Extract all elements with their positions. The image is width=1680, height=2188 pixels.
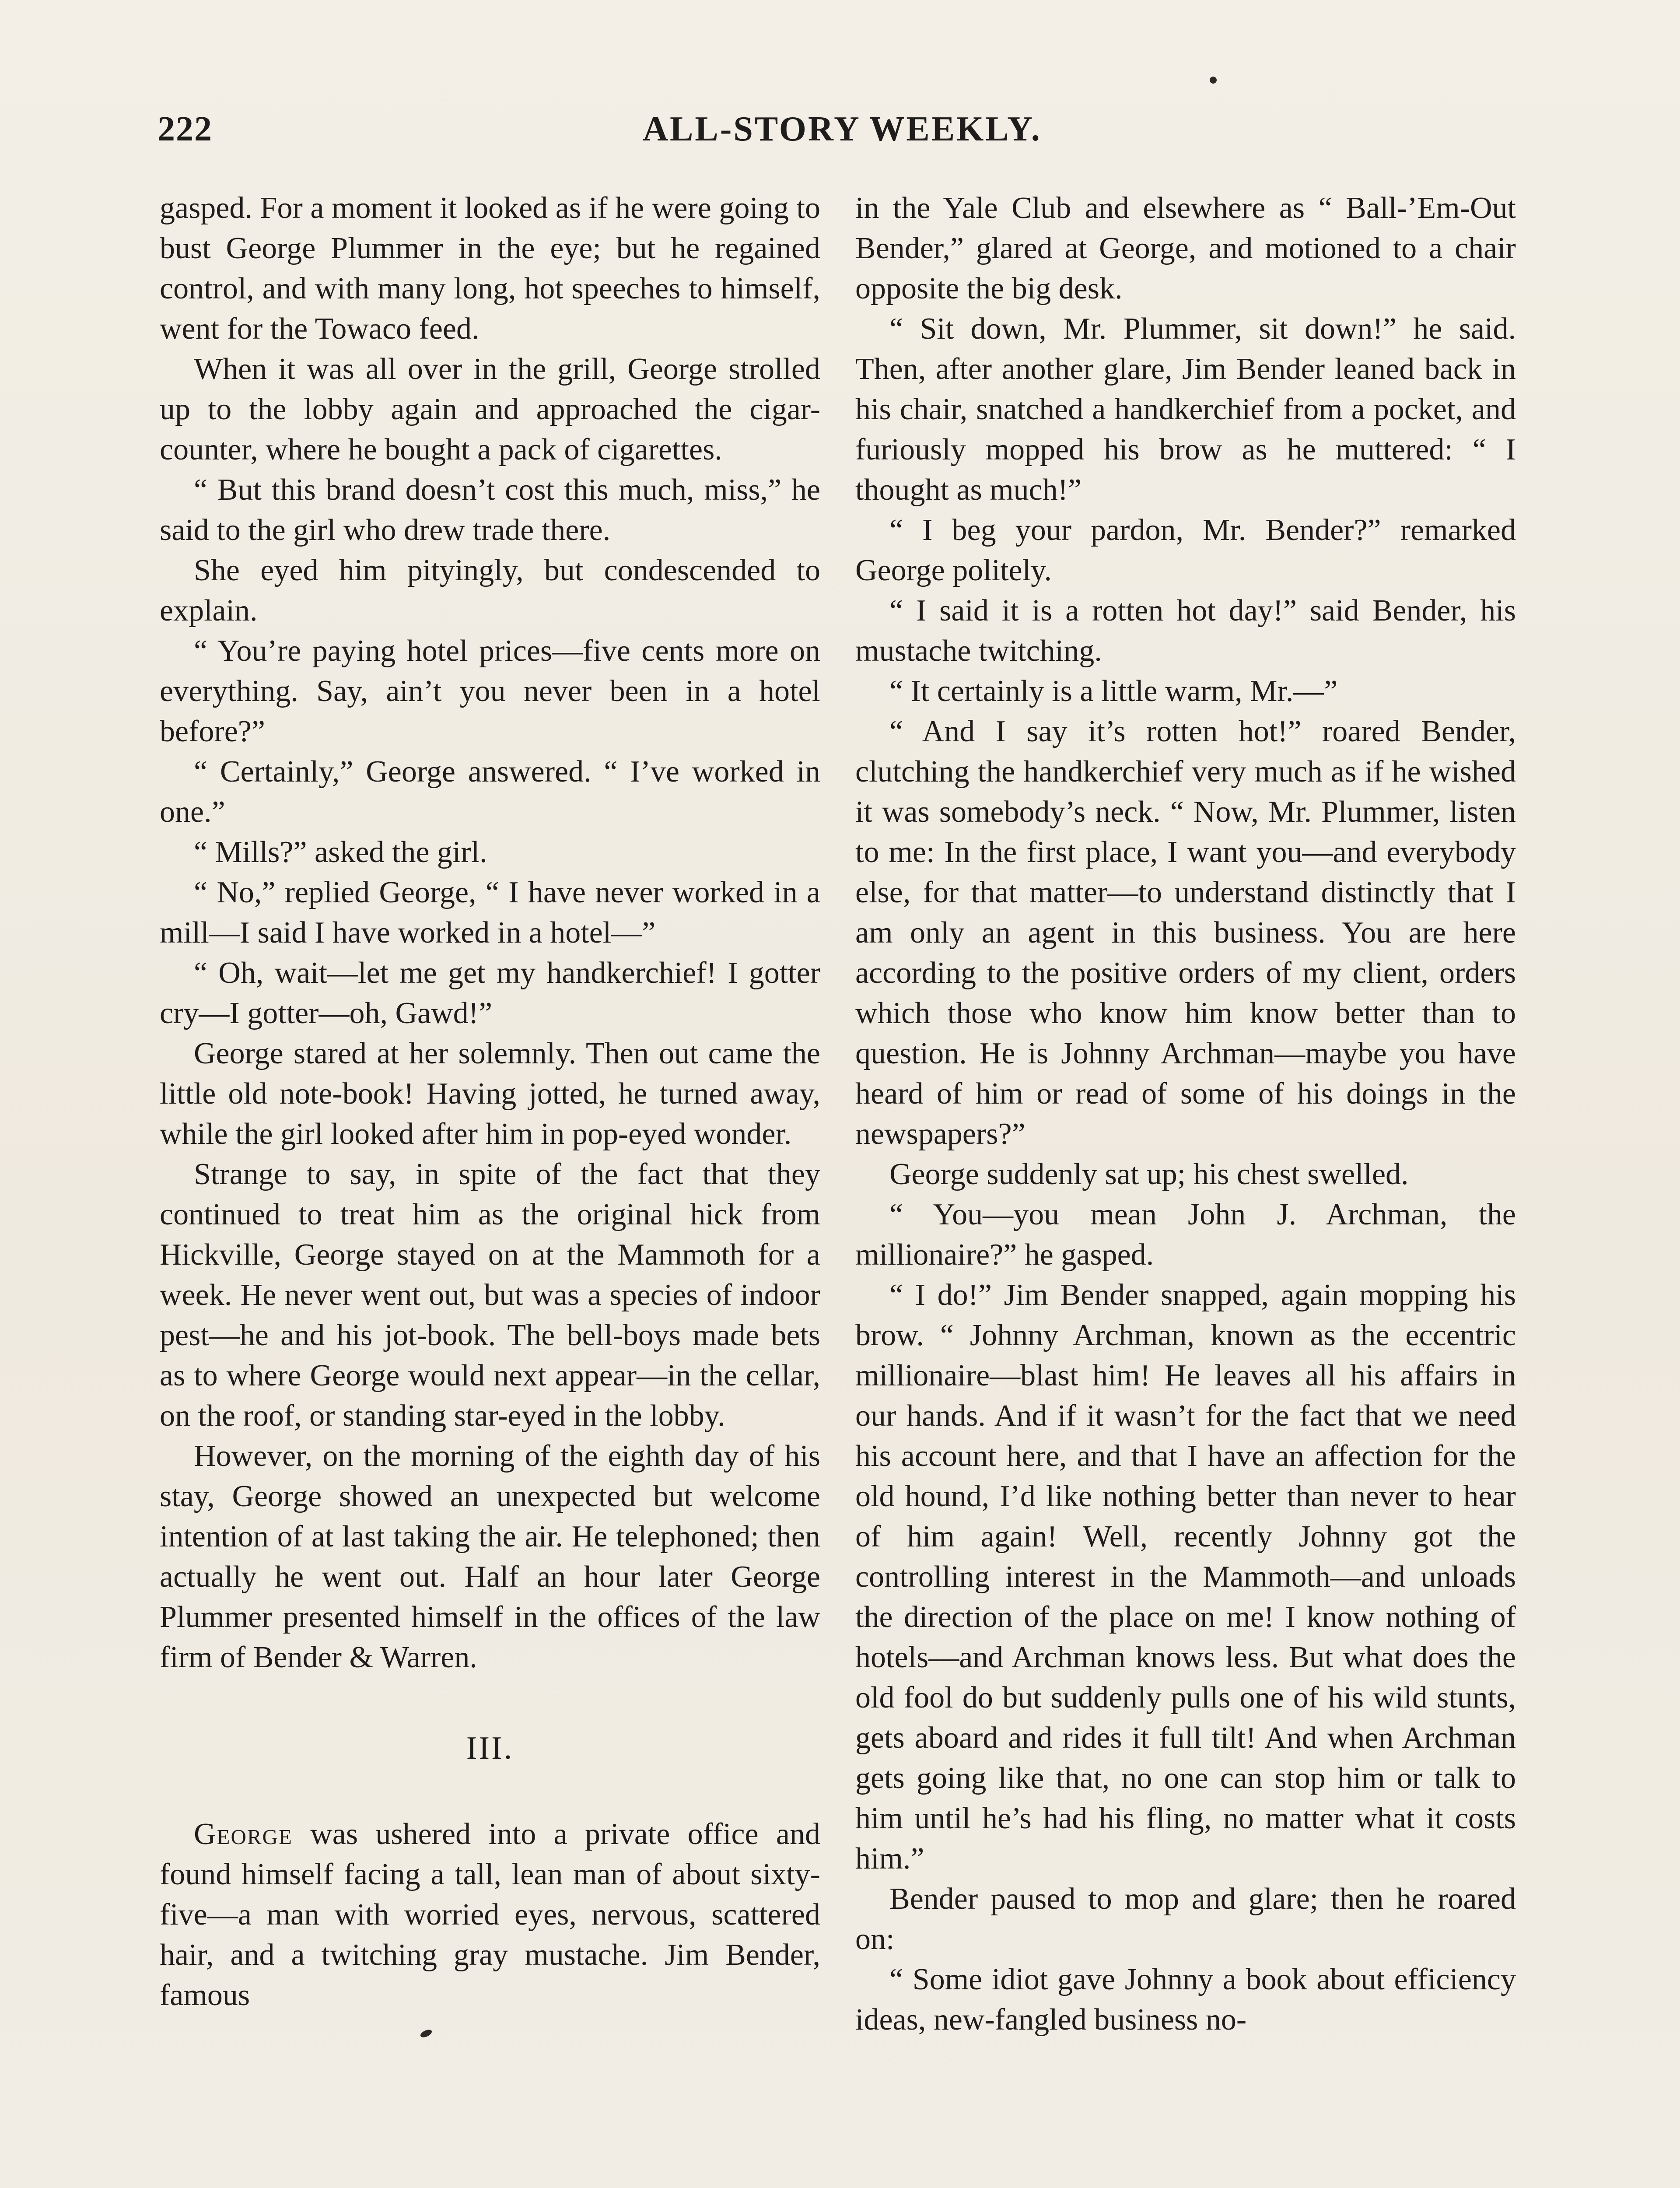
paragraph: “ And I say it’s rotten hot!” roared Bender, clutching the handkerchief very much as if he wished it was somebody’s neck. “ Now, Mr. Plummer, listen to me: In the first place, I want you—and everybody else, for that matter—to understand distinctly that I am only an agent in this business. You are here according to the positive orders of my client, orders which those who know him know better than to question. He is Johnny Archman—maybe you have heard of him or read of some of his doings in the newspapers?”	[855, 715, 1516, 1151]
ink-speck	[1210, 77, 1217, 84]
paragraph: “ Mills?” asked the girl.	[194, 835, 487, 869]
paragraph-text: was ushered into a private office and found himself facing a tall, lean man of about sixty-five—a man with worried eyes, nervous, scattered hair, and a twitching gray mustache. Jim Bender, famous	[160, 1817, 820, 2012]
paragraph: However, on the morning of the eighth day of his stay, George showed an unexpected but welcome intention of at last taking the air. He telephoned; then actually he went out. Half an hour later George Plummer presented himself in the offices of the law firm of Bender & Warren.	[160, 1439, 820, 1674]
left-text-column	[160, 188, 820, 2016]
paragraph: She eyed him pityingly, but condescended to explain.	[160, 554, 820, 628]
paragraph	[160, 1814, 820, 2016]
ink-speck	[419, 2028, 433, 2039]
paragraph: “ I do!” Jim Bender snapped, again mopping his brow. “ Johnny Archman, known as the eccentric millionaire—blast him! He leaves all his affairs in our hands. And if it wasn’t for the fact that we need his account here, and that I have an affection for the old hound, I’d like nothing better than never to hear of him again! Well, recently Johnny got the controlling interest in the Mammoth—and unloads the direction of the place on me! I know nothing of hotels—and Archman knows less. But what does the old fool do but suddenly pulls one of his wild stunts, gets aboard and rides it full tilt! And when Archman gets going like that, no one can stop him or talk to him until he’s had his fling, no matter what it costs him.”	[855, 1278, 1516, 1876]
paragraph: Strange to say, in spite of the fact that they continued to treat him as the original hick from Hickville, George stayed on at the Mammoth for a week. He never went out, but was a species of indoor pest—he and his jot-book. The bell-boys made bets as to where George would next appear—in the cellar, on the roof, or standing star-eyed in the lobby.	[160, 1157, 820, 1433]
paragraph: “ I beg your pardon, Mr. Bender?” remarked George politely.	[855, 513, 1516, 587]
paragraph: “ I said it is a rotten hot day!” said Bender, his mustache twitching.	[855, 594, 1516, 668]
paragraph: George suddenly sat up; his chest swelled.	[889, 1157, 1409, 1191]
paragraph: “ It certainly is a little warm, Mr.—”	[889, 674, 1338, 708]
paragraph: “ Oh, wait—let me get my handkerchief! I gotter cry—I gotter—oh, Gawd!”	[160, 956, 820, 1030]
small-caps-lead: George	[194, 1817, 293, 1851]
paragraph: “ But this brand doesn’t cost this much, miss,” he said to the girl who drew trade there.	[160, 473, 820, 547]
paragraph: “ Some idiot gave Johnny a book about efficiency ideas, new-fangled business no-	[855, 1963, 1516, 2037]
paragraph: When it was all over in the grill, George strolled up to the lobby again and approached the cigar-counter, where he bought a pack of cigarettes.	[160, 352, 820, 466]
running-head: ALL-STORY WEEKLY.	[643, 110, 1042, 148]
paragraph: gasped. For a moment it looked as if he were going to bust George Plummer in the eye; but he regained control, and with many long, hot speeches to himself, went for the Towaco feed.	[160, 191, 820, 346]
paragraph: in the Yale Club and elsewhere as “ Ball-’Em-Out Bender,” glared at George, and motioned to a chair opposite the big desk.	[855, 191, 1516, 305]
page-number: 222	[158, 110, 213, 148]
right-text-column	[855, 188, 1516, 2040]
paragraph: “ You’re paying hotel prices—five cents more on everything. Say, ain’t you never been in a hotel before?”	[160, 634, 820, 748]
paragraph: “ Certainly,” George answered. “ I’ve worked in one.”	[160, 755, 820, 829]
paragraph: Bender paused to mop and glare; then he roared on:	[855, 1882, 1516, 1956]
paragraph: George stared at her solemnly. Then out came the little old note-book! Having jotted, he turned away, while the girl looked after him in pop-eyed wonder.	[160, 1037, 820, 1151]
paragraph: “ Sit down, Mr. Plummer, sit down!” he said. Then, after another glare, Jim Bender leaned back in his chair, snatched a handkerchief from a pocket, and furiously mopped his brow as he muttered: “ I thought as much!”	[855, 312, 1516, 507]
paragraph: “ You—you mean John J. Archman, the millionaire?” he gasped.	[855, 1198, 1516, 1272]
paragraph: “ No,” replied George, “ I have never worked in a mill—I said I have worked in a hotel—”	[160, 876, 820, 950]
page-header	[158, 109, 1527, 162]
section-heading: III.	[466, 1730, 514, 1766]
